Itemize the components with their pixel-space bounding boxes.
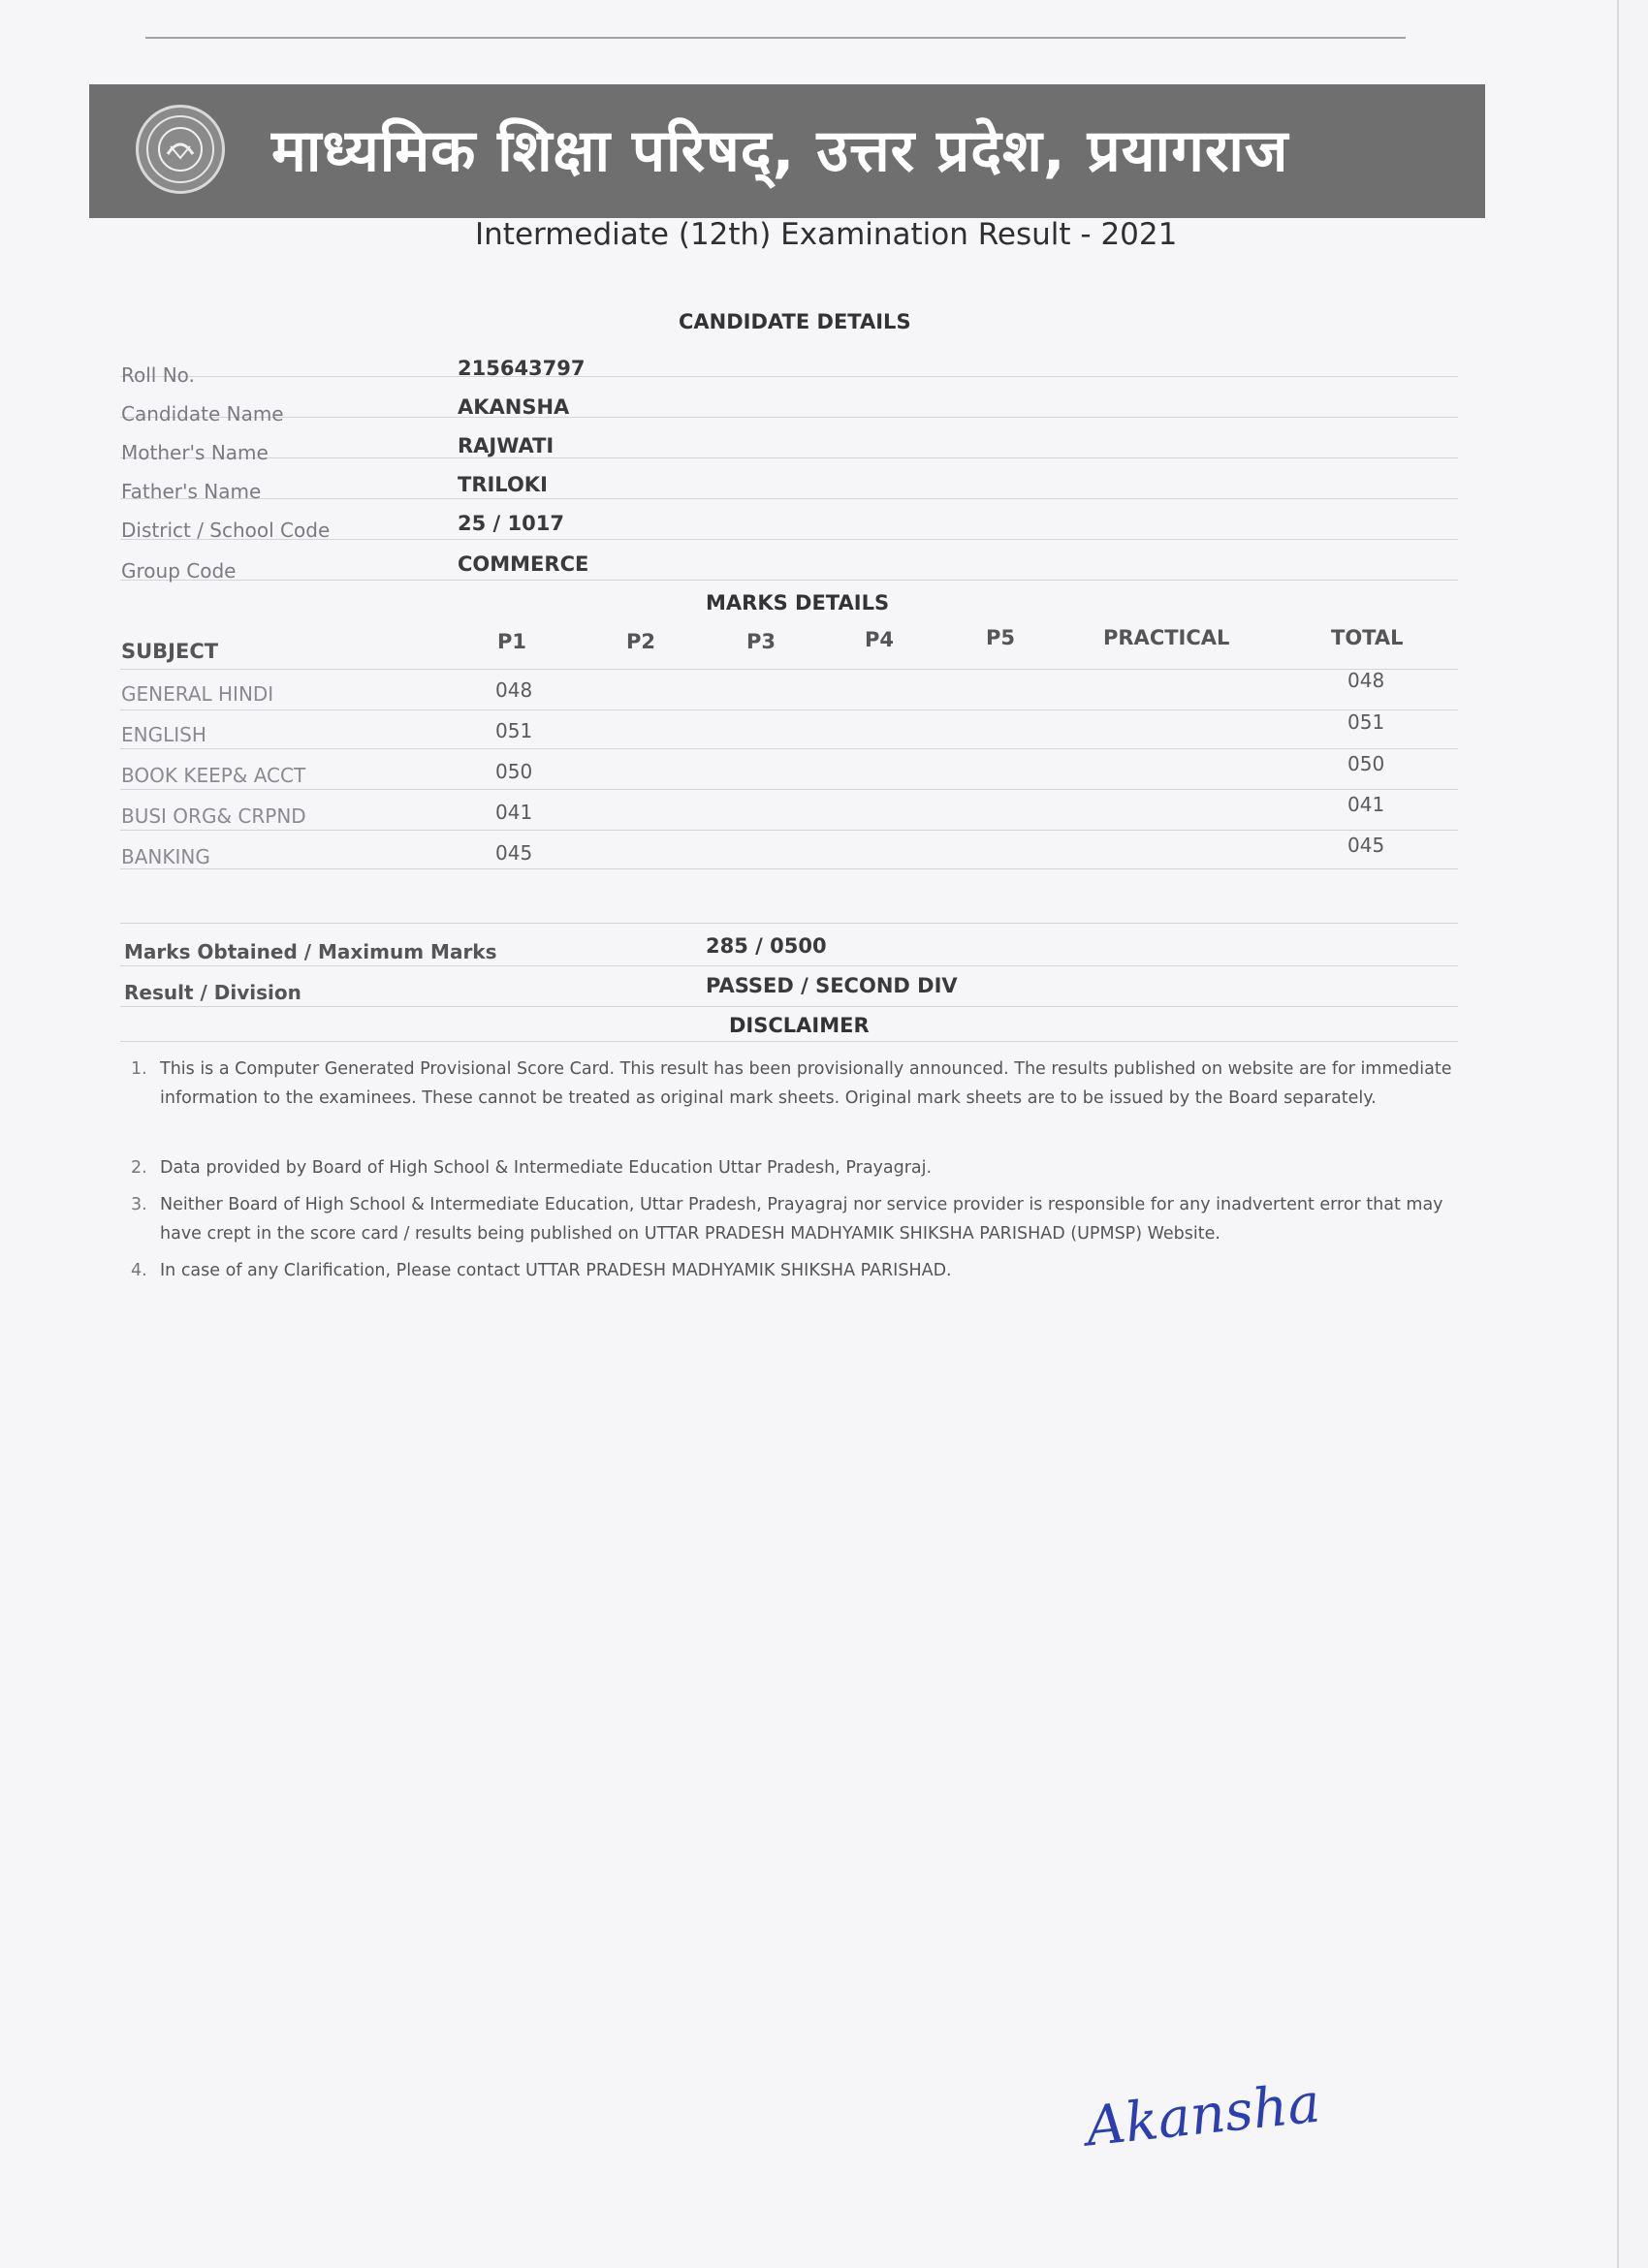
roll-no-label: Roll No. bbox=[121, 363, 195, 387]
marks-details-heading: MARKS DETAILS bbox=[706, 591, 890, 614]
disclaimer-heading: DISCLAIMER bbox=[729, 1014, 870, 1037]
board-name-hindi: माध्यमिक शिक्षा परिषद्, उत्तर प्रदेश, प्रयागराज bbox=[271, 117, 1289, 185]
disclaimer-item bbox=[131, 1055, 1459, 1113]
mark-total: 050 bbox=[1347, 752, 1385, 775]
mother-name-value: RAJWATI bbox=[458, 434, 555, 457]
result-division-value: PASSED / SECOND DIV bbox=[706, 974, 958, 997]
disclaimer-divider bbox=[120, 1041, 1458, 1042]
disclaimer-number: 1. bbox=[131, 1059, 147, 1079]
row-divider bbox=[120, 417, 1458, 418]
mark-total: 048 bbox=[1347, 669, 1385, 692]
row-divider bbox=[120, 376, 1458, 377]
table-divider bbox=[120, 830, 1458, 831]
marks-obtained-label: Marks Obtained / Maximum Marks bbox=[124, 940, 497, 963]
mark-p1: 041 bbox=[495, 801, 533, 824]
mark-total: 041 bbox=[1347, 793, 1385, 816]
disclaimer-number: 4. bbox=[131, 1261, 147, 1280]
subject-name: GENERAL HINDI bbox=[121, 682, 274, 706]
top-rule bbox=[145, 37, 1406, 39]
summary-divider bbox=[120, 1006, 1458, 1007]
mark-p1: 045 bbox=[495, 841, 533, 865]
table-divider bbox=[120, 669, 1458, 670]
row-divider bbox=[120, 498, 1458, 499]
table-divider bbox=[120, 748, 1458, 749]
col-p4: P4 bbox=[865, 628, 895, 651]
disclaimer-item bbox=[131, 1256, 1459, 1285]
table-divider bbox=[120, 789, 1458, 790]
candidate-details-heading: CANDIDATE DETAILS bbox=[679, 310, 911, 333]
mark-p1: 050 bbox=[495, 760, 533, 783]
row-divider bbox=[120, 457, 1458, 458]
mother-name-label: Mother's Name bbox=[121, 441, 269, 464]
mark-p1: 048 bbox=[495, 678, 533, 702]
table-divider bbox=[120, 709, 1458, 710]
roll-no-value: 215643797 bbox=[458, 357, 586, 380]
handwritten-signature: Akansha bbox=[1083, 2071, 1323, 2159]
subject-name: ENGLISH bbox=[121, 723, 206, 746]
col-total: TOTAL bbox=[1331, 626, 1404, 649]
group-code-label: Group Code bbox=[121, 559, 237, 583]
candidate-name-value: AKANSHA bbox=[458, 395, 570, 419]
disclaimer-text: In case of any Clarification, Please contact UTTAR PRADESH MADHYAMIK SHIKSHA PARISHAD. bbox=[160, 1261, 952, 1280]
col-subject: SUBJECT bbox=[121, 640, 219, 663]
subject-name: BUSI ORG& CRPND bbox=[121, 804, 306, 828]
father-name-value: TRILOKI bbox=[458, 473, 548, 496]
result-division-label: Result / Division bbox=[124, 981, 301, 1004]
disclaimer-number: 3. bbox=[131, 1195, 147, 1214]
summary-divider bbox=[120, 965, 1458, 966]
mark-total: 045 bbox=[1347, 834, 1385, 857]
state-emblem-icon bbox=[136, 105, 225, 194]
table-divider bbox=[120, 868, 1458, 869]
mark-total: 051 bbox=[1347, 710, 1385, 734]
mark-p1: 051 bbox=[495, 719, 533, 742]
father-name-label: Father's Name bbox=[121, 480, 262, 503]
subject-name: BOOK KEEP& ACCT bbox=[121, 764, 306, 787]
col-p5: P5 bbox=[986, 626, 1016, 649]
candidate-name-label: Candidate Name bbox=[121, 402, 284, 425]
group-code-value: COMMERCE bbox=[458, 552, 589, 576]
col-practical: PRACTICAL bbox=[1103, 626, 1230, 649]
disclaimer-text: Neither Board of High School & Intermediate Education, Uttar Pradesh, Prayagraj nor service provider is responsible for any inadvertent error that may have crept in the score card / results being published on UTTAR PRADESH MADHYAMIK SHIKSHA PARISHAD (UPMSP) Website. bbox=[160, 1195, 1443, 1244]
marks-obtained-value: 285 / 0500 bbox=[706, 934, 827, 958]
disclaimer-number: 2. bbox=[131, 1158, 147, 1178]
disclaimer-text: This is a Computer Generated Provisional Score Card. This result has been provisionally announced. The results published on website are for immediate information to the examinees. These cannot be treated as original mark sheets. Original mark sheets are to be issued by the Board separately. bbox=[160, 1059, 1452, 1108]
col-p2: P2 bbox=[626, 630, 656, 653]
disclaimer-text: Data provided by Board of High School & Intermediate Education Uttar Pradesh, Prayagraj. bbox=[160, 1158, 933, 1178]
disclaimer-item bbox=[131, 1153, 1459, 1182]
row-divider bbox=[120, 580, 1458, 581]
exam-title: Intermediate (12th) Examination Result - 2021 bbox=[475, 217, 1178, 252]
district-school-code-label: District / School Code bbox=[121, 519, 331, 542]
district-school-code-value: 25 / 1017 bbox=[458, 512, 564, 535]
subject-name: BANKING bbox=[121, 845, 210, 868]
summary-divider bbox=[120, 923, 1458, 924]
disclaimer-item bbox=[131, 1190, 1459, 1248]
col-p1: P1 bbox=[497, 630, 527, 653]
col-p3: P3 bbox=[746, 630, 776, 653]
